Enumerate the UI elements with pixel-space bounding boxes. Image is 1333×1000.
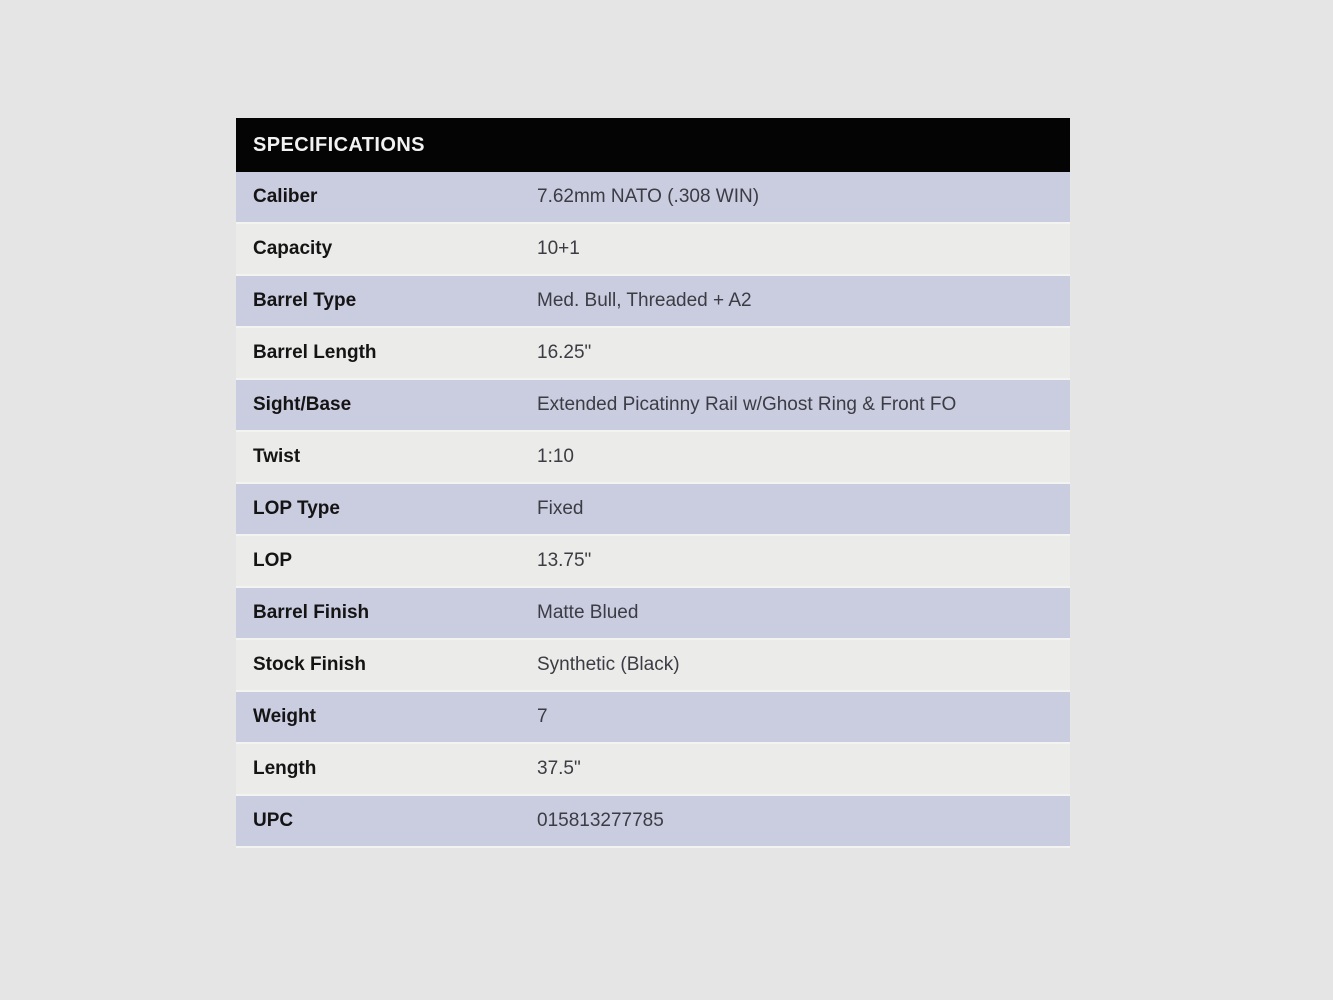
spec-row-label: Stock Finish <box>253 654 366 675</box>
spec-row-value: 37.5" <box>537 758 581 779</box>
spec-row-label: Barrel Finish <box>253 602 370 623</box>
spec-row-value: Extended Picatinny Rail w/Ghost Ring & Front FO <box>537 394 957 415</box>
spec-row <box>236 796 1070 848</box>
spec-row-label: Sight/Base <box>253 394 352 415</box>
spec-row <box>236 484 1070 536</box>
spec-row-value: 1:10 <box>537 446 574 467</box>
spec-row-label: Caliber <box>253 186 318 207</box>
spec-row <box>236 536 1070 588</box>
spec-row-label: Capacity <box>253 238 333 259</box>
spec-row <box>236 328 1070 380</box>
spec-row <box>236 432 1070 484</box>
spec-row <box>236 380 1070 432</box>
specifications-header-bar <box>236 118 1070 172</box>
specifications-table <box>236 118 1070 848</box>
spec-row-label: LOP <box>253 550 293 571</box>
spec-row-label: Barrel Type <box>253 290 357 311</box>
spec-row-value: 015813277785 <box>537 810 664 831</box>
spec-row-value: Fixed <box>537 498 584 519</box>
spec-row-value: Med. Bull, Threaded + A2 <box>537 290 752 311</box>
spec-row <box>236 588 1070 640</box>
spec-row-label: Weight <box>253 706 316 727</box>
spec-row-value: Matte Blued <box>537 602 639 623</box>
spec-row-label: Length <box>253 758 317 779</box>
spec-row-value: 13.75" <box>537 550 592 571</box>
specifications-title: SPECIFICATIONS <box>253 133 425 156</box>
spec-table-body <box>236 172 1070 848</box>
spec-row-label: LOP Type <box>253 498 340 519</box>
spec-row-value: 7.62mm NATO (.308 WIN) <box>537 186 760 207</box>
spec-row <box>236 276 1070 328</box>
spec-row-value: 7 <box>537 706 548 727</box>
spec-row-label: Barrel Length <box>253 342 377 363</box>
spec-row-value: Synthetic (Black) <box>537 654 680 675</box>
spec-row <box>236 224 1070 276</box>
spec-row-label: UPC <box>253 810 294 831</box>
spec-row <box>236 692 1070 744</box>
spec-row-label: Twist <box>253 446 301 467</box>
spec-row <box>236 744 1070 796</box>
spec-row <box>236 172 1070 224</box>
spec-row-value: 16.25" <box>537 342 592 363</box>
spec-row-value: 10+1 <box>537 238 580 259</box>
spec-row <box>236 640 1070 692</box>
